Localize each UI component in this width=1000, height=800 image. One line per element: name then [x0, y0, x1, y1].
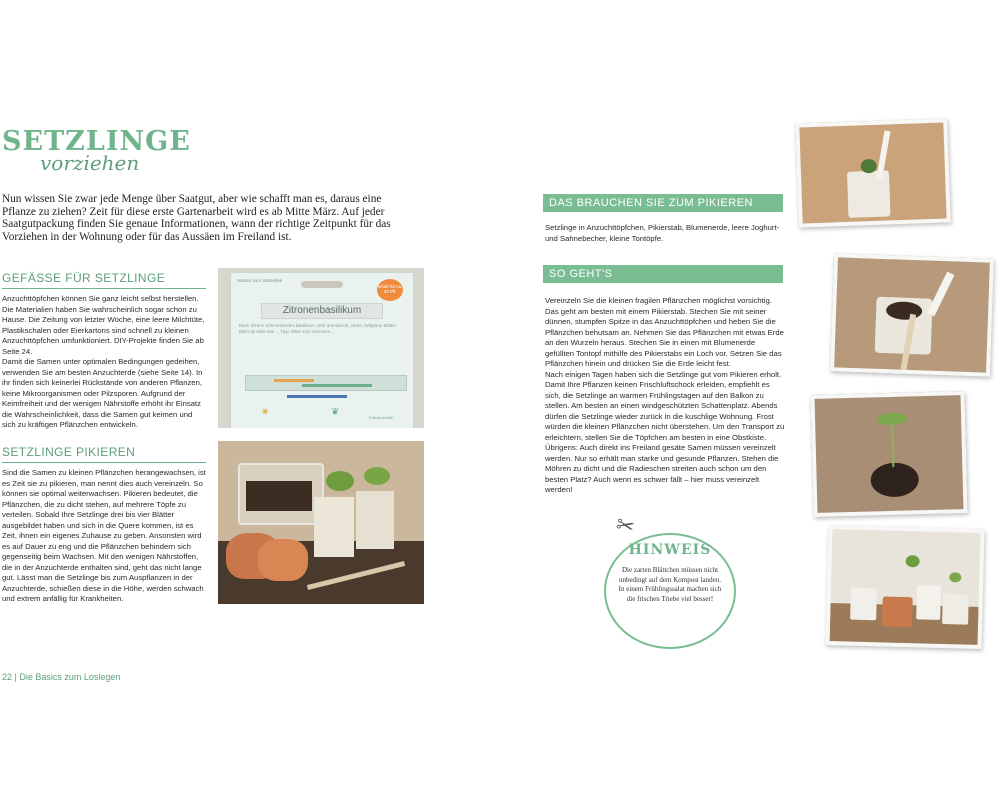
packet-hole [301, 281, 343, 288]
section-heading: SETZLINGE PIKIEREN [2, 445, 136, 459]
section-pikieren [2, 445, 206, 605]
seedling [877, 413, 907, 426]
hinweis-text: Die zarten Blättchen müssen nicht unbedingt auf dem Kompost landen. In einem Frühlingssalat machen sich die frischen Triebe viel besser! [618, 566, 722, 603]
packet-name: Zitronenbasilikum [261, 303, 383, 319]
calendar-bar-blue [287, 395, 347, 398]
photo-seedling-root-ball [810, 391, 967, 517]
photo-potted-seedlings [825, 525, 984, 649]
root-ball [870, 462, 919, 497]
packet-brand: Kräutermühle [369, 415, 394, 420]
seedling-icon: ❦ [331, 407, 340, 418]
paper-pot [847, 170, 891, 217]
cup [916, 585, 941, 620]
photo-lifting-seedling [830, 253, 994, 377]
box-heading-gehts: SO GEHT'S [543, 265, 783, 283]
cup [942, 594, 969, 625]
packet-header: Samen zum Vorziehen [237, 278, 283, 283]
section-text: Sind die Samen zu kleinen Pflänzchen herangewachsen, ist es Zeit sie zu pikieren, man nennt dies auch vereinzeln. So können sie optimal weiterwachsen. Pikieren bedeutet, die Pflänzchen, die zu dicht stehen, auf mehrere Töpfe zu verteilen. Sobald Ihre Setzlinge drei bis vier Blätter ausgebildet haben und sich in die Quere kommen, ist es Zeit, ihnen ein eigenes Zuhause zu geben. Ansonsten wird es auf Dauer zu eng und die Pflänzchen behindern sich gegenseitig beim Wachsen. Mit den wenigen Nährstoffen, die in der Anzuchterde enthalten sind, geht das nicht lange gut. Lässt man die Setzlinge bis zum Auspflanzen in der Anzuchterde, schießen diese in die Höhe, werden schwach und extrem anfällig für Krankheiten. [2, 468, 206, 603]
paper-pot [314, 497, 354, 557]
box-text-brauchen: Setzlinge in Anzuchttöpfchen, Pikierstab, Blumenerde, leere Joghurt- und Sahnebecher, kleine Tontöpfe. [545, 223, 780, 243]
hinweis-title: HINWEIS [628, 542, 712, 558]
intro-paragraph: Nun wissen Sie zwar jede Menge über Saatgut, aber wie schafft man es, daraus eine Pflanze zu ziehen? Zeit für diese erste Gartenarbeit wird es ab Mitte März. Auf jeder Saatgutpackung finden Sie genaue Informationen, wann der richtige Zeitpunkt für das Vorziehen in der Wohnung oder für das Aussäen im Freiland ist. [2, 193, 391, 243]
divider [2, 462, 206, 463]
scissors-icon: ✂ [613, 511, 637, 540]
clay-pot [882, 596, 913, 627]
seedling [949, 572, 961, 582]
plant-leaves [364, 467, 390, 485]
clay-pot [258, 539, 308, 581]
box-text-gehts: Vereinzeln Sie die kleinen fragilen Pflänzchen möglichst vorsichtig. Das geht am besten mit einem Pikierstab. Stechen Sie mit seiner dünnen, stumpfen Spitze in das Anzuchttöpfchen und heben Sie die Pflänzchen behutsam an. Nehmen Sie das Pflänzchen mit etwas Erde an den Wurzeln heraus. Stechen Sie in einen mit Blumenerde gefüllten Tontopf mithilfe des Pikierstabs ein Loch vor. Setzen Sie das Pflänzchen hinein und drücken Sie die Erde leicht fest. Nach einigen Tagen haben sich die Setzlinge gut vom Pikieren erholt. Damit Ihre Pflanzen keinen Frischluftschock erleiden, empfiehlt es sich, die Setzlinge an warmen Frühlingstagen auf den Balkon zu stellen. Am besten an einen windgeschützten Schattenplatz. Abends dürfen die Setzlinge wieder zurück in die kuschlige Wohnung. Frost würden die kleinen Pflänzchen nicht überstehen. Um den Transport zu erleichtern, stellen Sie die Töpfchen am besten in eine Obstkiste. Übrigens: Auch direkt ins Freiland gesäte Samen müssen vereinzelt werden. Nur so erhält man starke und gesunde Pflanzen. Stehen die Möhren zu dicht und die Radieschen streiten auch schon um den besten Platz? Auch wenn es schwer fällt – hier muss vereinzelt werden! [545, 296, 785, 494]
divider [2, 288, 206, 289]
section-gefaesse [2, 271, 206, 431]
photo-seedling-paper-pot [795, 118, 951, 227]
box-heading-brauchen: DAS BRAUCHEN SIE ZUM PIKIEREN [543, 194, 783, 212]
plant-leaves [326, 471, 354, 491]
paper-pot [356, 491, 394, 549]
section-heading: GEFÄSSE FÜR SETZLINGE [2, 271, 166, 285]
seedling [906, 555, 920, 567]
packet-description: Nach Zitrone schmeckendes Basilikum, sehr aromatisch, zarter, hellgrüne Blätter. Blüht ab Mitte Mai ... Tipp: Blüte zum Verzieren... [239, 323, 398, 334]
seed-packet [230, 272, 414, 428]
tray-seedlings [246, 481, 312, 511]
seed-packet-image [218, 268, 424, 428]
page-title: SETZLINGE [2, 126, 191, 157]
section-text: Anzuchttöpfchen können Sie ganz leicht selbst herstellen. Die Materialien haben Sie wahrscheinlich sogar schon zu Hause. Die Zeitung von letzter Woche, eine leere Milchtüte, Plastikschalen oder Eierkartons sind schnell zu kleinen Anzuchttöpfchen umfunktioniert. DIY-Projekte finden Sie ab Seite 24. Damit die Samen unter optimalen Bedingungen gedeihen, verwenden Sie am besten Anzuchterde (siehe Seite 14). In ihr finden sich keinerlei Rückstände von anderen Pflanzen, keine Mikroorganismen oder Pilzsporen. Aufgrund der Keimfreiheit und der wenigen Nährstoffe erhöht ihr Einsatz die Wahrscheinlichkeit, dass die Samen gut keimen und sich zu kräftigen Pflänzchen entwickeln. [2, 294, 205, 429]
sowing-calendar [245, 375, 407, 391]
seedlings-photo [218, 441, 424, 604]
plant-label [927, 272, 954, 317]
stem [891, 423, 894, 467]
calendar-bar-green [302, 384, 372, 387]
packet-badge: Inhalt für ca. 30 Pfl. [377, 279, 403, 301]
hinweis-note [604, 511, 736, 649]
calendar-bar-orange [274, 379, 314, 382]
page-subtitle: vorziehen [40, 151, 140, 175]
page-footer: 22 | Die Basics zum Loslegen [2, 672, 121, 682]
cup [850, 588, 877, 621]
sun-icon: ✷ [261, 407, 270, 418]
